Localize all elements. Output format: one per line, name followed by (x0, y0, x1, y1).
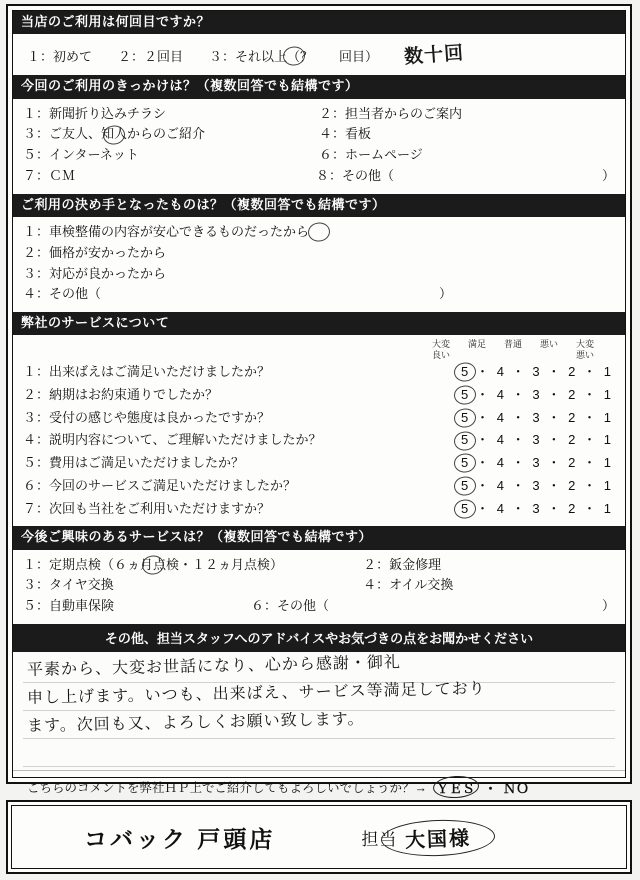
scale-header-3: 悪い (539, 339, 558, 350)
q4-item-2-value-5[interactable]: 5 (461, 384, 468, 407)
q4-item-1-value-5[interactable]: 5 (461, 361, 468, 384)
q4-item-6-value-1[interactable]: 1 (603, 477, 611, 493)
comment-handwriting (26, 652, 615, 740)
q2-option-1[interactable]: １：新聞折り込みチラシ (23, 105, 167, 121)
q2-option-6[interactable]: ６：ホームページ (319, 147, 423, 163)
hp-permission-yes[interactable]: ＹＥＳ (433, 778, 478, 797)
q4-item-1-value-4[interactable]: 4 (496, 364, 504, 380)
staff-label: 担当 (361, 829, 398, 849)
hp-permission-row (13, 771, 625, 798)
q3-option-2[interactable]: ２：価格が安かったから (23, 244, 167, 260)
table-row (23, 452, 617, 475)
q3-options (13, 217, 625, 312)
q1-option-2[interactable]: ２：２回目 (118, 49, 184, 65)
q2-option-8[interactable]: ８：その他（ ） (315, 167, 615, 183)
shop-name: コバック 戸頭店 (84, 825, 276, 852)
q4-item-5-value-3[interactable]: 3 (532, 455, 540, 471)
q2-title: 今回のご利用のきっかけは？（複数回答でも結構です） (13, 75, 625, 98)
q5-option-1[interactable]: １：定期点検（６ヵ月点検・１２ヵ月点検） (23, 555, 283, 576)
hp-permission-question: こちらのコメントを弊社ＨＰ上でご紹介してもよろしいでしょうか？→ (27, 781, 428, 796)
q4-item-6-value-2[interactable]: 2 (568, 477, 576, 493)
q1-option-3[interactable]: ３：それ以上（？ 回目） (209, 46, 378, 65)
hp-permission-separator: ・ (484, 780, 498, 796)
q2-option-2[interactable]: ２：担当者からのご案内 (319, 105, 463, 121)
q5-title: 今後ご興味のあるサービスは？（複数回答でも結構です） (13, 526, 625, 549)
survey-card (6, 4, 632, 796)
q1-handwritten-answer: 数十回 (403, 42, 465, 69)
staff-handwritten-name: 大国様 (405, 821, 472, 852)
q4-table (13, 335, 625, 526)
table-row (23, 475, 617, 498)
q2-option-5[interactable]: ５：インターネット (23, 147, 139, 163)
q4-item-4-value-1[interactable]: 1 (603, 432, 611, 448)
q4-item-5-value-4[interactable]: 4 (496, 455, 504, 471)
q2-option-3[interactable]: ３：ご友人、知人からのご紹介 (23, 124, 205, 145)
comment-line-2: 申し上げます。いつも、出来ばえ、サービス等満足しており (26, 678, 486, 707)
q4-item-3-value-3[interactable]: 3 (532, 409, 540, 425)
q4-item-3-value-4[interactable]: 4 (496, 409, 504, 425)
q4-item-7-value-5[interactable]: 5 (461, 498, 468, 521)
q4-item-3-value-5[interactable]: 5 (461, 407, 468, 430)
table-row (23, 407, 617, 430)
q4-item-7-value-4[interactable]: 4 (496, 500, 504, 516)
q4-item-1-value-3[interactable]: 3 (532, 364, 540, 380)
q3-option-3[interactable]: ３：対応が良かったから (23, 265, 167, 281)
q4-item-6-value-5[interactable]: 5 (461, 475, 468, 498)
comment-line-3: ます。次回も又、よろしくお願い致します。 (26, 708, 365, 735)
q4-item-2-scale[interactable]: 5 ・ 4 ・ 3 ・ 2 ・ 1 (461, 384, 617, 407)
q3-option-4[interactable]: ４：その他（ ） (23, 286, 453, 302)
scale-header-4: 大変 悪い (575, 339, 594, 360)
q5-option-3[interactable]: ３：タイヤ交換 (23, 577, 114, 593)
q4-item-4-value-4[interactable]: 4 (496, 432, 504, 448)
q4-item-7-label: ７：次回も当社をご利用いただけますか？ (23, 500, 271, 516)
scale-header-0: 大変 良い (431, 339, 450, 360)
comment-title: その他、担当スタッフへのアドバイスやお気づきの点をお聞かせください (13, 624, 625, 652)
q4-item-7-value-2[interactable]: 2 (568, 500, 576, 516)
q4-item-2-label: ２：納期はお約束通りでしたか？ (23, 386, 219, 402)
q4-item-4-scale[interactable]: 5 ・ 4 ・ 3 ・ 2 ・ 1 (461, 429, 617, 452)
q4-item-7-scale[interactable]: 5 ・ 4 ・ 3 ・ 2 ・ 1 (461, 498, 617, 521)
q4-item-3-value-1[interactable]: 1 (603, 409, 611, 425)
q4-item-1-scale[interactable]: 5 ・ 4 ・ 3 ・ 2 ・ 1 (461, 361, 617, 384)
q4-item-5-value-2[interactable]: 2 (568, 455, 576, 471)
q4-item-7-value-1[interactable]: 1 (603, 500, 611, 516)
q4-item-5-value-1[interactable]: 1 (603, 455, 611, 471)
q4-item-1-value-2[interactable]: 2 (568, 364, 576, 380)
q4-item-3-scale[interactable]: 5 ・ 4 ・ 3 ・ 2 ・ 1 (461, 407, 617, 430)
q4-item-7-value-3[interactable]: 3 (532, 500, 540, 516)
q1-title: 当店のご利用は何回目ですか？ (13, 11, 625, 34)
hp-permission-no[interactable]: ＮＯ (503, 780, 530, 796)
q1-options (13, 34, 625, 75)
q2-option-7[interactable]: ７：ＣＭ (23, 167, 76, 183)
scale-header-1: 満足 (467, 339, 486, 350)
comment-area[interactable] (13, 652, 625, 771)
q1-option-1[interactable]: １：初めて (27, 49, 93, 65)
hp-permission-choices[interactable] (433, 778, 529, 797)
q4-item-6-value-4[interactable]: 4 (496, 477, 504, 493)
q3-option-1[interactable]: １：車検整備の内容が安心できるものだったから (23, 222, 615, 243)
table-row (23, 384, 617, 407)
q4-item-2-value-4[interactable]: 4 (496, 386, 504, 402)
table-row (23, 429, 617, 452)
table-row (23, 498, 617, 521)
q4-item-3-value-2[interactable]: 2 (568, 409, 576, 425)
table-row (23, 361, 617, 384)
q4-scale-headers (23, 337, 617, 361)
q4-item-2-value-3[interactable]: 3 (532, 386, 540, 402)
q4-item-4-value-2[interactable]: 2 (568, 432, 576, 448)
q3-title: ご利用の決め手となったものは？（複数回答でも結構です） (13, 194, 625, 217)
q5-option-6[interactable]: ６：その他（ ） (250, 598, 615, 614)
q2-options (13, 99, 625, 194)
q5-option-5[interactable]: ５：自動車保険 (23, 598, 115, 614)
q4-item-3-label: ３：受付の感じや態度は良かったですか？ (23, 409, 271, 425)
q4-item-5-scale[interactable]: 5 ・ 4 ・ 3 ・ 2 ・ 1 (461, 452, 617, 475)
comment-line-1: 平素から、大変お世話になり、心から感謝・御礼 (26, 652, 402, 679)
q4-item-1-label: １：出来ばえはご満足いただけましたか？ (23, 364, 271, 380)
q4-item-2-value-1[interactable]: 1 (603, 386, 611, 402)
q4-item-1-value-1[interactable]: 1 (603, 364, 611, 380)
q5-option-4[interactable]: ４：オイル交換 (363, 577, 454, 593)
q5-options (13, 550, 625, 624)
q2-option-4[interactable]: ４：看板 (319, 126, 372, 142)
shop-card (6, 800, 632, 874)
q4-item-6-value-3[interactable]: 3 (532, 477, 540, 493)
q4-item-4-label: ４：説明内容について、ご理解いただけましたか？ (23, 432, 322, 448)
q4-item-5-label: ５：費用はご満足いただけましたか？ (23, 455, 245, 471)
q4-item-6-scale[interactable]: 5 ・ 4 ・ 3 ・ 2 ・ 1 (461, 475, 617, 498)
q4-item-6-label: ６：今回のサービスご満足いただけましたか？ (23, 477, 297, 493)
q4-title: 弊社のサービスについて (13, 312, 625, 335)
q4-item-2-value-2[interactable]: 2 (568, 386, 576, 402)
q4-item-4-value-5[interactable]: 5 (461, 429, 468, 452)
q4-item-4-value-3[interactable]: 3 (532, 432, 540, 448)
scale-header-2: 普通 (503, 339, 522, 350)
q4-item-5-value-5[interactable]: 5 (461, 452, 468, 475)
q5-option-2[interactable]: ２：鈑金修理 (363, 556, 442, 572)
